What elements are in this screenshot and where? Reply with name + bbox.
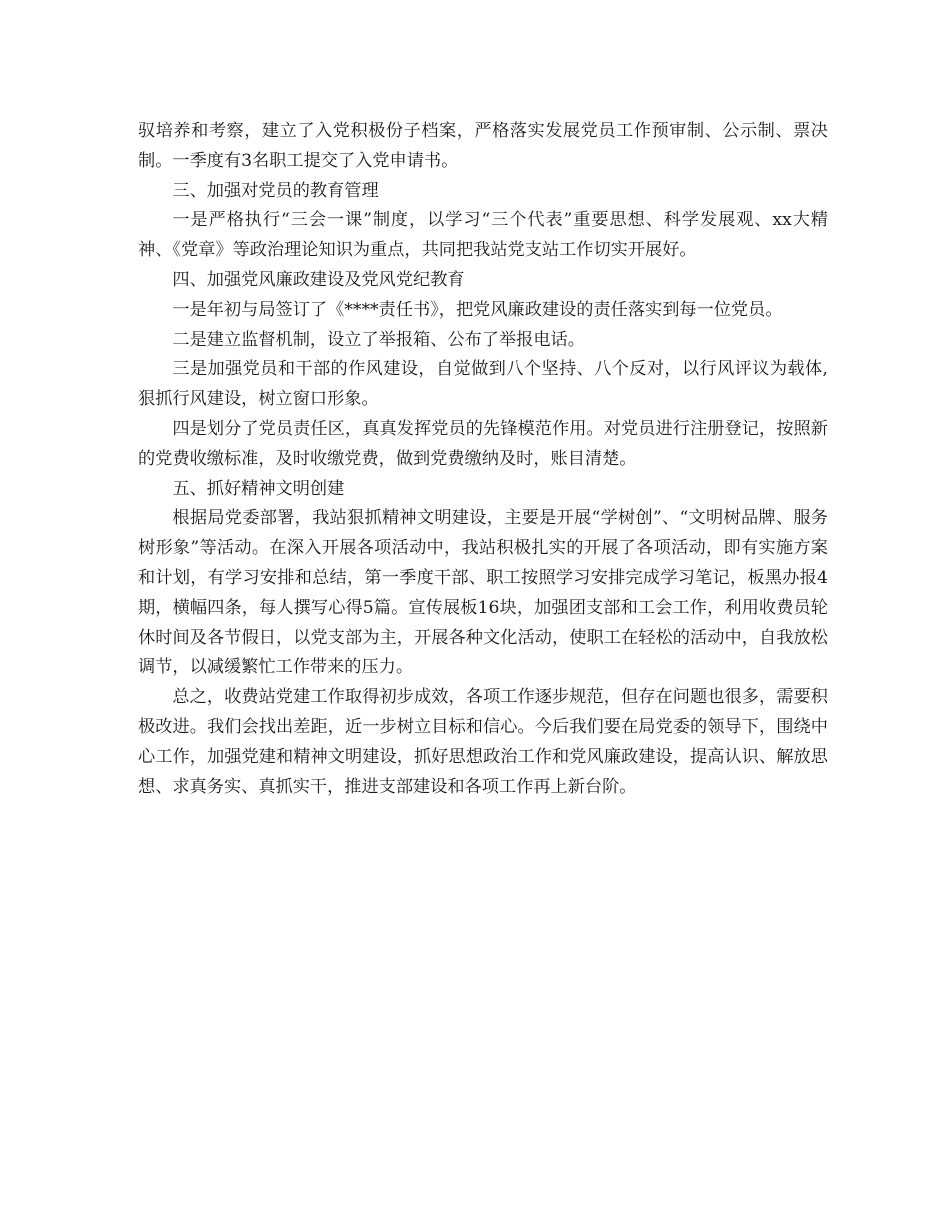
paragraph: 一是年初与局签订了《****责任书》，把党风廉政建设的责任落实到每一位党员。 (172, 299, 783, 320)
paragraph-continued: 驭培养和考察，建立了入党积极份子档案，严格落实发展党员工作预审制、公示制、票决制。一季度有3名职工提交了入党申请书。 (138, 121, 828, 171)
document-body (138, 117, 828, 802)
paragraph: 一是严格执行“三会一课”制度，以学习“三个代表”重要思想、科学发展观、xx大精神、《党章》等政治理论知识为重点，共同把我站党支站工作切实开展好。 (138, 210, 828, 261)
paragraph: 三是加强党员和干部的作风建设，自觉做到八个坚持、八个反对，以行风评议为载体,狠抓行风建设，树立窗口形象。 (138, 359, 828, 410)
section-heading-civilization: 五、抓好精神文明创建 (172, 478, 345, 499)
paragraph: 根据局党委部署，我站狠抓精神文明建设，主要是开展“学树创”、“文明树品牌、服务树形象”等活动。在深入开展各项活动中，我站积极扎实的开展了各项活动，即有实施方案和计划，有学习安排和总结，第一季度干部、职工按照学习安排完成学习笔记，板黑办报4期，横幅四条，每人撰写心得5篇。宣传展板16块，加强团支部和工会工作，利用收费员轮休时间及各节假日，以党支部为主，开展各种文化活动，使职工在轻松的活动中，自我放松调节，以减缓繁忙工作带来的压力。 (138, 508, 828, 678)
paragraph: 四是划分了党员责任区，真真发挥党员的先锋模范作用。对党员进行注册登记，按照新的党费收缴标准，及时收缴党费，做到党费缴纳及时，账目清楚。 (138, 418, 828, 469)
section-heading-education: 三、加强对党员的教育管理 (172, 180, 379, 201)
paragraph-conclusion: 总之，收费站党建工作取得初步成效，各项工作逐步规范，但存在问题也很多，需要积极改进。我们会找出差距，近一步树立目标和信心。今后我们要在局党委的领导下，围绕中心工作，加强党建和精神文明建设，抓好思想政治工作和党风廉政建设，提高认识、解放思想、求真务实、真抓实干，推进支部建设和各项工作再上新台阶。 (138, 687, 828, 797)
paragraph: 二是建立监督机制，设立了举报箱、公布了举报电话。 (172, 329, 585, 350)
section-heading-integrity: 四、加强党风廉政建设及党风党纪教育 (172, 269, 465, 290)
